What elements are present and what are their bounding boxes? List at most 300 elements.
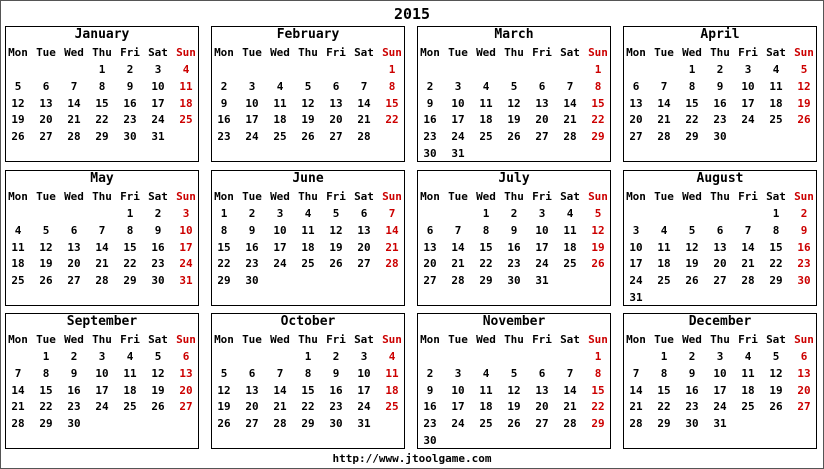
- day-header-sat: Sat: [766, 190, 786, 203]
- day-header-sat: Sat: [354, 46, 374, 59]
- date: 1: [482, 207, 490, 220]
- date: 18: [657, 257, 671, 271]
- day-header-thu: Thu: [92, 46, 112, 59]
- date: 6: [538, 366, 546, 380]
- sunday-date: 15: [591, 383, 605, 397]
- day-header-tue: Tue: [36, 190, 56, 203]
- day-header-wed: Wed: [64, 190, 84, 203]
- date: 26: [685, 274, 699, 288]
- date: 22: [301, 400, 315, 414]
- date: 2: [688, 350, 696, 363]
- date: 20: [39, 113, 53, 127]
- sunday-date: 27: [179, 400, 193, 414]
- date: 12: [301, 96, 315, 110]
- date: 2: [154, 207, 162, 220]
- day-header-sat: Sat: [560, 46, 580, 59]
- date: 20: [357, 240, 371, 254]
- date: 8: [126, 223, 134, 237]
- day-header-thu: Thu: [298, 333, 318, 346]
- date: 12: [329, 223, 343, 237]
- date: 12: [685, 240, 699, 254]
- month-name: February: [276, 27, 340, 42]
- day-header-wed: Wed: [64, 333, 84, 346]
- date: 17: [451, 400, 465, 414]
- date: 11: [657, 240, 671, 254]
- day-header-thu: Thu: [298, 190, 318, 203]
- date: 3: [744, 63, 752, 76]
- date: 24: [151, 113, 165, 127]
- date: 23: [217, 130, 231, 144]
- day-header-fri: Fri: [532, 190, 552, 203]
- sunday-date: 9: [800, 223, 808, 237]
- day-header-thu: Thu: [92, 190, 112, 203]
- sunday-date: 27: [797, 400, 811, 414]
- date: 25: [741, 400, 755, 414]
- date: 24: [535, 257, 549, 271]
- date: 22: [95, 113, 109, 127]
- day-header-tue: Tue: [448, 190, 468, 203]
- sunday-date: 22: [385, 113, 399, 127]
- date: 17: [741, 96, 755, 110]
- day-header-sat: Sat: [354, 190, 374, 203]
- date: 19: [217, 400, 231, 414]
- date: 21: [657, 113, 671, 127]
- date: 13: [67, 240, 81, 254]
- date: 1: [688, 63, 696, 76]
- date: 26: [507, 417, 521, 431]
- day-header-mon: Mon: [626, 46, 646, 59]
- sunday-date: 5: [594, 207, 602, 220]
- date: 23: [423, 130, 437, 144]
- date: 13: [245, 383, 259, 397]
- sunday-date: 8: [594, 79, 602, 93]
- date: 17: [273, 240, 287, 254]
- day-header-fri: Fri: [326, 190, 346, 203]
- sunday-date: 25: [179, 113, 193, 127]
- date: 5: [332, 207, 340, 220]
- sunday-date: 20: [179, 383, 193, 397]
- date: 7: [98, 223, 106, 237]
- date: 14: [741, 240, 755, 254]
- date: 7: [566, 79, 574, 93]
- sunday-date: 21: [385, 240, 399, 254]
- day-header-sun: Sun: [176, 46, 196, 59]
- date: 4: [482, 366, 490, 380]
- date: 15: [95, 96, 109, 110]
- date: 24: [741, 113, 755, 127]
- date: 18: [479, 113, 493, 127]
- date: 16: [713, 96, 727, 110]
- date: 23: [329, 400, 343, 414]
- sunday-date: 4: [182, 63, 190, 76]
- sunday-date: 4: [388, 350, 396, 363]
- sunday-date: 18: [385, 383, 399, 397]
- sunday-date: 7: [388, 207, 396, 220]
- date: 14: [95, 240, 109, 254]
- day-header-sun: Sun: [794, 46, 814, 59]
- sunday-date: 29: [591, 130, 605, 144]
- day-header-mon: Mon: [626, 333, 646, 346]
- date: 11: [741, 366, 755, 380]
- date: 19: [769, 383, 783, 397]
- date: 16: [507, 240, 521, 254]
- day-header-thu: Thu: [710, 190, 730, 203]
- date: 19: [11, 113, 25, 127]
- date: 24: [451, 130, 465, 144]
- date: 20: [423, 257, 437, 271]
- day-header-wed: Wed: [476, 190, 496, 203]
- date: 21: [629, 400, 643, 414]
- date: 19: [151, 383, 165, 397]
- month-july: [417, 170, 611, 306]
- date: 4: [304, 207, 312, 220]
- date: 28: [95, 274, 109, 288]
- day-header-fri: Fri: [738, 190, 758, 203]
- day-header-mon: Mon: [214, 190, 234, 203]
- date: 30: [151, 274, 165, 288]
- date: 11: [563, 223, 577, 237]
- date: 27: [629, 130, 643, 144]
- sunday-date: 14: [385, 223, 399, 237]
- date: 30: [423, 434, 437, 447]
- date: 3: [454, 79, 462, 93]
- date: 7: [360, 79, 368, 93]
- date: 6: [716, 223, 724, 237]
- date: 1: [772, 207, 780, 220]
- date: 3: [248, 79, 256, 93]
- date: 4: [660, 223, 668, 237]
- day-header-thu: Thu: [92, 333, 112, 346]
- date: 5: [14, 79, 22, 93]
- date: 20: [713, 257, 727, 271]
- day-header-thu: Thu: [504, 333, 524, 346]
- date: 18: [301, 240, 315, 254]
- date: 16: [67, 383, 81, 397]
- date: 14: [67, 96, 81, 110]
- date: 5: [772, 350, 780, 363]
- day-header-wed: Wed: [682, 333, 702, 346]
- date: 29: [657, 417, 671, 431]
- date: 24: [451, 417, 465, 431]
- date: 31: [535, 274, 549, 288]
- day-header-sun: Sun: [382, 46, 402, 59]
- date: 18: [479, 400, 493, 414]
- date: 17: [451, 113, 465, 127]
- date: 17: [95, 383, 109, 397]
- date: 3: [360, 350, 368, 363]
- date: 8: [304, 366, 312, 380]
- day-header-sun: Sun: [382, 333, 402, 346]
- date: 9: [332, 366, 340, 380]
- date: 2: [716, 63, 724, 76]
- sunday-date: 25: [385, 400, 399, 414]
- date: 26: [769, 400, 783, 414]
- date: 11: [123, 366, 137, 380]
- sunday-date: 22: [591, 113, 605, 127]
- date: 30: [685, 417, 699, 431]
- date: 6: [426, 223, 434, 237]
- date: 28: [451, 274, 465, 288]
- date: 17: [151, 96, 165, 110]
- date: 30: [423, 147, 437, 160]
- date: 17: [535, 240, 549, 254]
- date: 14: [563, 383, 577, 397]
- date: 3: [454, 366, 462, 380]
- date: 13: [535, 383, 549, 397]
- day-header-mon: Mon: [420, 46, 440, 59]
- date: 23: [67, 400, 81, 414]
- sunday-date: 12: [797, 79, 811, 93]
- date: 20: [535, 400, 549, 414]
- month-january: [5, 26, 199, 162]
- date: 4: [772, 63, 780, 76]
- date: 15: [301, 383, 315, 397]
- date: 16: [685, 383, 699, 397]
- month-may: [5, 170, 199, 306]
- date: 3: [716, 350, 724, 363]
- sunday-date: 1: [388, 63, 396, 76]
- date: 12: [39, 240, 53, 254]
- date: 11: [11, 240, 25, 254]
- date: 6: [360, 207, 368, 220]
- date: 11: [479, 96, 493, 110]
- day-header-mon: Mon: [214, 46, 234, 59]
- date: 8: [660, 366, 668, 380]
- date: 19: [329, 240, 343, 254]
- date: 27: [713, 274, 727, 288]
- day-header-wed: Wed: [270, 46, 290, 59]
- date: 8: [220, 223, 228, 237]
- date: 15: [657, 383, 671, 397]
- date: 28: [657, 130, 671, 144]
- date: 25: [657, 274, 671, 288]
- date: 14: [451, 240, 465, 254]
- sunday-date: 13: [797, 366, 811, 380]
- day-header-sat: Sat: [766, 333, 786, 346]
- date: 26: [11, 130, 25, 144]
- date: 5: [304, 79, 312, 93]
- date: 26: [329, 257, 343, 271]
- day-header-wed: Wed: [64, 46, 84, 59]
- date: 27: [67, 274, 81, 288]
- date: 17: [245, 113, 259, 127]
- date: 25: [769, 113, 783, 127]
- date: 12: [507, 383, 521, 397]
- day-header-fri: Fri: [532, 333, 552, 346]
- month-name: August: [696, 171, 744, 186]
- date: 17: [713, 383, 727, 397]
- date: 22: [769, 257, 783, 271]
- date: 8: [688, 79, 696, 93]
- date: 10: [95, 366, 109, 380]
- date: 30: [67, 417, 81, 431]
- date: 25: [123, 400, 137, 414]
- sunday-date: 17: [179, 240, 193, 254]
- sunday-date: 26: [797, 113, 811, 127]
- date: 29: [769, 274, 783, 288]
- day-header-wed: Wed: [476, 46, 496, 59]
- date: 2: [248, 207, 256, 220]
- date: 18: [273, 113, 287, 127]
- date: 31: [629, 291, 643, 304]
- date: 26: [39, 274, 53, 288]
- date: 24: [357, 400, 371, 414]
- date: 27: [245, 417, 259, 431]
- day-header-sun: Sun: [588, 333, 608, 346]
- date: 2: [426, 79, 434, 93]
- date: 9: [70, 366, 78, 380]
- day-header-tue: Tue: [448, 333, 468, 346]
- date: 1: [660, 350, 668, 363]
- day-header-wed: Wed: [476, 333, 496, 346]
- day-header-mon: Mon: [8, 333, 28, 346]
- day-header-sat: Sat: [560, 333, 580, 346]
- date: 12: [769, 366, 783, 380]
- date: 25: [479, 130, 493, 144]
- date: 30: [329, 417, 343, 431]
- sunday-date: 5: [800, 63, 808, 76]
- date: 2: [510, 207, 518, 220]
- sunday-date: 24: [179, 257, 193, 271]
- date: 25: [563, 257, 577, 271]
- sunday-date: 15: [591, 96, 605, 110]
- date: 15: [685, 96, 699, 110]
- date: 7: [454, 223, 462, 237]
- sunday-date: 29: [591, 417, 605, 431]
- day-header-thu: Thu: [504, 190, 524, 203]
- date: 15: [479, 240, 493, 254]
- date: 20: [67, 257, 81, 271]
- date: 22: [685, 113, 699, 127]
- date: 30: [245, 274, 259, 288]
- month-december: [623, 313, 817, 449]
- date: 11: [479, 383, 493, 397]
- date: 31: [713, 417, 727, 431]
- date: 9: [426, 383, 434, 397]
- date: 3: [276, 207, 284, 220]
- date: 21: [95, 257, 109, 271]
- day-header-wed: Wed: [270, 190, 290, 203]
- date: 3: [154, 63, 162, 76]
- date: 4: [566, 207, 574, 220]
- date: 26: [507, 130, 521, 144]
- sunday-date: 31: [179, 274, 193, 288]
- date: 1: [220, 207, 228, 220]
- day-header-fri: Fri: [532, 46, 552, 59]
- day-header-mon: Mon: [626, 190, 646, 203]
- date: 13: [713, 240, 727, 254]
- date: 8: [98, 79, 106, 93]
- date: 1: [98, 63, 106, 76]
- date: 3: [632, 223, 640, 237]
- sunday-date: 2: [800, 207, 808, 220]
- date: 31: [357, 417, 371, 431]
- date: 23: [713, 113, 727, 127]
- date: 7: [660, 79, 668, 93]
- sunday-date: 11: [385, 366, 399, 380]
- day-header-mon: Mon: [8, 46, 28, 59]
- day-header-tue: Tue: [654, 333, 674, 346]
- date: 4: [744, 350, 752, 363]
- day-header-fri: Fri: [120, 190, 140, 203]
- date: 2: [220, 79, 228, 93]
- date: 16: [423, 113, 437, 127]
- day-header-fri: Fri: [738, 46, 758, 59]
- date: 8: [482, 223, 490, 237]
- date: 31: [151, 130, 165, 144]
- date: 4: [14, 223, 22, 237]
- date: 25: [479, 417, 493, 431]
- month-february: [211, 26, 405, 162]
- day-header-thu: Thu: [298, 46, 318, 59]
- date: 10: [245, 96, 259, 110]
- month-name: December: [688, 314, 752, 329]
- date: 16: [329, 383, 343, 397]
- date: 12: [507, 96, 521, 110]
- month-name: January: [74, 27, 130, 42]
- day-header-mon: Mon: [8, 190, 28, 203]
- date: 28: [629, 417, 643, 431]
- date: 29: [685, 130, 699, 144]
- month-name: May: [90, 171, 114, 186]
- sunday-date: 12: [591, 223, 605, 237]
- day-header-sun: Sun: [588, 46, 608, 59]
- sunday-date: 18: [179, 96, 193, 110]
- date: 5: [42, 223, 50, 237]
- date: 13: [535, 96, 549, 110]
- date: 7: [70, 79, 78, 93]
- date: 18: [741, 383, 755, 397]
- date: 5: [220, 366, 228, 380]
- date: 21: [273, 400, 287, 414]
- sunday-date: 15: [385, 96, 399, 110]
- date: 2: [426, 366, 434, 380]
- day-header-wed: Wed: [682, 46, 702, 59]
- date: 18: [123, 383, 137, 397]
- date: 9: [126, 79, 134, 93]
- date: 5: [510, 79, 518, 93]
- date: 21: [357, 113, 371, 127]
- sunday-date: 3: [182, 207, 190, 220]
- day-header-sun: Sun: [176, 333, 196, 346]
- date: 6: [42, 79, 50, 93]
- date: 13: [629, 96, 643, 110]
- date: 9: [716, 79, 724, 93]
- date: 24: [273, 257, 287, 271]
- sunday-date: 20: [797, 383, 811, 397]
- date: 10: [273, 223, 287, 237]
- date: 26: [301, 130, 315, 144]
- date: 29: [39, 417, 53, 431]
- date: 2: [70, 350, 78, 363]
- date: 27: [535, 417, 549, 431]
- date: 21: [451, 257, 465, 271]
- date: 14: [11, 383, 25, 397]
- day-header-fri: Fri: [326, 46, 346, 59]
- month-name: April: [700, 27, 740, 42]
- date: 10: [629, 240, 643, 254]
- day-header-sat: Sat: [560, 190, 580, 203]
- sunday-date: 30: [797, 274, 811, 288]
- month-name: June: [292, 171, 324, 186]
- date: 31: [451, 147, 465, 160]
- day-header-wed: Wed: [270, 333, 290, 346]
- date: 10: [357, 366, 371, 380]
- day-header-fri: Fri: [738, 333, 758, 346]
- day-header-mon: Mon: [420, 190, 440, 203]
- day-header-thu: Thu: [710, 46, 730, 59]
- date: 25: [301, 257, 315, 271]
